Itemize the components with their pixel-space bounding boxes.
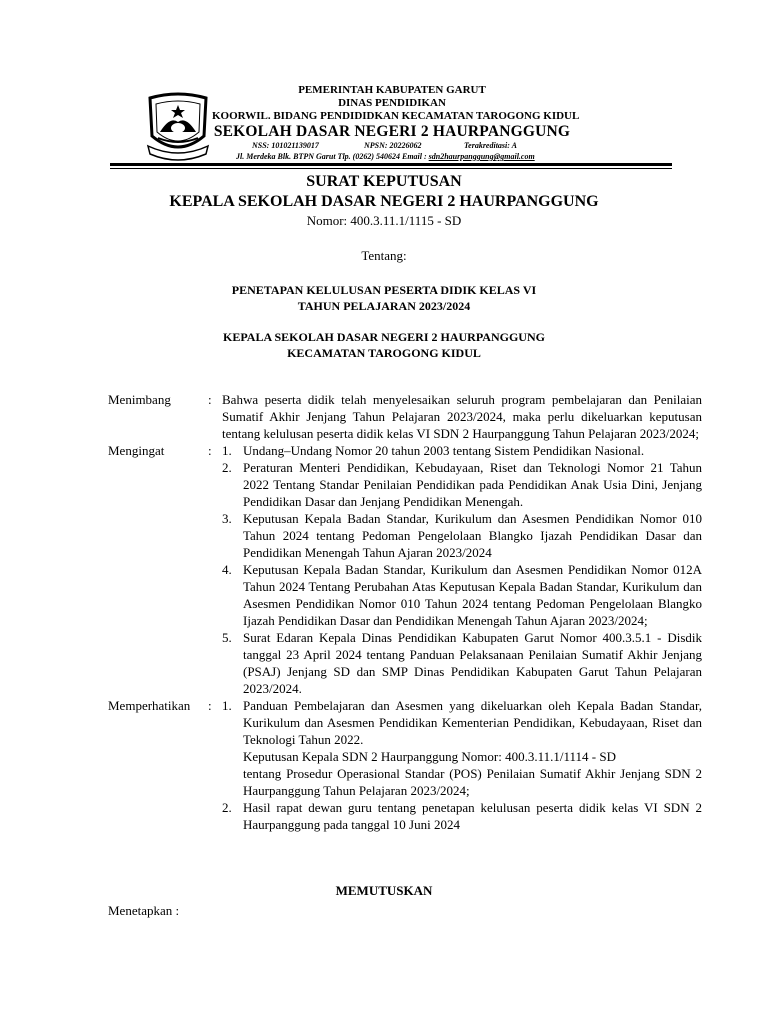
- school-name: SEKOLAH DASAR NEGERI 2 HAURPANGGUNG: [213, 123, 571, 140]
- garut-emblem-icon: [146, 88, 210, 162]
- doc-issuer: KEPALA SEKOLAH DASAR NEGERI 2 HAURPANGGUNG: [169, 193, 599, 210]
- tentang-label: Tentang:: [361, 248, 407, 263]
- issuer-heading: KEPALA SEKOLAH DASAR NEGERI 2 HAURPANGGUNG KECAMATAN TAROGONG KIDUL: [223, 330, 545, 360]
- menimbang-label: Menimbang: [108, 392, 171, 407]
- menetapkan-label: Menetapkan :: [108, 903, 180, 918]
- school-address: Jl. Merdeka Blk. BTPN Garut Tlp. (0262) 540624 Email : sdn2haurpanggung@gmail.com: [236, 152, 535, 161]
- memperhatikan-section: Memperhatikan : 1. Panduan Pembelajaran dan Asesmen yang dikeluarkan oleh Kepala Badan Standar, Kurikulum dan Asesmen Pendidikan Kementerian Pendidikan, Kebudayaan, Riset dan Teknologi Tahun 2022. Keputusan Kepala SDN 2 Haurpanggung Nomor: 400.3.11.1/1114 - SD tentang Prosedur Operasional Standar (POS) Penilaian Sumatif Akhir Jenjang SDN 2 Haurpanggung Tahun Pelajaran 2023/2024; 2. Hasil rapat dewan guru tentang penetapan kelulusan peserta didik kelas VI SDN 2 Haurpanggung pada tanggal 10 Juni 2024: [108, 698, 702, 832]
- topic-heading: PENETAPAN KELULUSAN PESERTA DIDIK KELAS VI TAHUN PELAJARAN 2023/2024: [231, 283, 537, 313]
- letterhead-rule-thin: [110, 168, 672, 169]
- letterhead-text: [212, 84, 580, 162]
- list-item: 1. Undang–Undang Nomor 20 tahun 2003 tentang Sistem Pendidikan Nasional.: [222, 443, 645, 458]
- nss: NSS: 101021139017: [252, 141, 319, 150]
- agency-name: DINAS PENDIDIKAN: [338, 97, 446, 109]
- coordinator-name: KOORWIL. BIDANG PENDIDIDKAN KECAMATAN TAROGONG KIDUL: [212, 110, 580, 122]
- menimbang-text: Bahwa peserta didik telah menyelesaikan seluruh program pembelajaran dan Penilaian Sumatif Akhir Jenjang Tahun Pelajaran 2023/2024, maka perlu dikeluarkan keputusan tentang kelulusan peserta didik kelas VI SDN 2 Haurpanggung Tahun Pelajaran 2023/2024;: [222, 392, 702, 441]
- memperhatikan-label: Memperhatikan: [108, 698, 191, 713]
- gov-name: PEMERINTAH KABUPATEN GARUT: [298, 84, 486, 96]
- memutuskan-heading: MEMUTUSKAN: [335, 883, 433, 898]
- list-item: 3. Keputusan Kepala Badan Standar, Kurikulum dan Asesmen Pendidikan Nomor 010 Tahun 2024 tentang Pedoman Pengelolaan Blangko Ijazah Pendidikan Dasar dan Pendidikan Menengah Tahun Ajaran 2023/2024: [222, 511, 702, 560]
- school-ids: [212, 140, 572, 151]
- reference-continuation: tentang Prosedur Operasional Standar (POS) Penilaian Sumatif Akhir Jenjang SDN 2 Haurpanggung Tahun Pelajaran 2023/2024;: [243, 766, 702, 798]
- mengingat-label: Mengingat: [108, 443, 165, 458]
- menimbang-section: Menimbang : Bahwa peserta didik telah menyelesaikan seluruh program pembelajaran dan Penilaian Sumatif Akhir Jenjang Tahun Pelajaran 2023/2024, maka perlu dikeluarkan keputusan tentang kelulusan peserta didik kelas VI SDN 2 Haurpanggung Tahun Pelajaran 2023/2024;: [108, 392, 702, 441]
- list-item: 2. Peraturan Menteri Pendidikan, Kebudayaan, Riset dan Teknologi Nomor 21 Tahun 2022 Tentang Standar Penilaian Pendidikan pada Pendidikan Anak Usia Dini, Jenjang Pendidikan Dasar dan Jenjang Pendidikan Menengah.: [222, 460, 702, 509]
- list-item: 5. Surat Edaran Kepala Dinas Pendidikan Kabupaten Garut Nomor 400.3.5.1 - Disdik tanggal 23 April 2024 tentang Panduan Pelaksanaan Penilaian Sumatif Akhir Jenjang (PSAJ) Jenjang SD dan SMP Dinas Pendidikan Kabupaten Garut Tahun Pelajaran 2023/2024.: [222, 630, 702, 696]
- reference-line: Keputusan Kepala SDN 2 Haurpanggung Nomor: 400.3.11.1/1114 - SD: [243, 749, 616, 764]
- doc-number: Nomor: 400.3.11.1/1115 - SD: [306, 213, 462, 228]
- decree-title: [0, 172, 768, 361]
- list-item: 2. Hasil rapat dewan guru tentang penetapan kelulusan peserta didik kelas VI SDN 2 Haurpanggung pada tanggal 10 Juni 2024: [222, 800, 702, 832]
- school-email[interactable]: sdn2haurpanggung@gmail.com: [428, 152, 535, 161]
- npsn: NPSN: 20226062: [364, 141, 422, 150]
- decree-body: [108, 391, 702, 833]
- doc-type: SURAT KEPUTUSAN: [306, 173, 462, 190]
- list-item: 1. Panduan Pembelajaran dan Asesmen yang dikeluarkan oleh Kepala Badan Standar, Kurikulum dan Asesmen Pendidikan Kementerian Pendidikan, Kebudayaan, Riset dan Teknologi Tahun 2022.: [222, 698, 702, 747]
- list-item: 4. Keputusan Kepala Badan Standar, Kurikulum dan Asesmen Pendidikan Nomor 012A Tahun 2024 Tentang Perubahan Atas Keputusan Kepala Badan Standar, Kurikulum dan Asesmen Pendidikan Nomor 010 Tahun 2024 tentang Pedoman Pengelolaan Blangko Ijazah Pendidikan Dasar dan Pendidikan Menengah Tahun Ajaran 2023/2024;: [222, 562, 702, 628]
- accreditation: Terakreditasi: A: [464, 141, 517, 150]
- mengingat-section: Mengingat : 1. Undang–Undang Nomor 20 tahun 2003 tentang Sistem Pendidikan Nasional. 2. Peraturan Menteri Pendidikan, Kebudayaan, Riset dan Teknologi Nomor 21 Tahun 2022 Tentang Standar Penilaian Pendidikan pada Pendidikan Anak Usia Dini, Jenjang Pendidikan Dasar dan Jenjang Pendidikan Menengah. 3. Keputusan Kepala Badan Standar, Kurikulum dan Asesmen Pendidikan Nomor 010 Tahun 2024 tentang Pedoman Pengelolaan Blangko Ijazah Pendidikan Dasar dan Pendidikan Menengah Tahun Ajaran 2023/2024 4. Keputusan Kepala Badan Standar, Kurikulum dan Asesmen Pendidikan Nomor 012A Tahun 2024 Tentang Perubahan Atas Keputusan Kepala Badan Standar, Kurikulum dan Asesmen Pendidikan Nomor 010 Tahun 2024 tentang Pedoman Pengelolaan Blangko Ijazah Pendidikan Dasar dan Pendidikan Menengah Tahun Ajaran 2023/2024; 5. Surat Edaran Kepala Dinas Pendidikan Kabupaten Garut Nomor 400.3.5.1 - Disdik tanggal 23 April 2024 tentang Panduan Pelaksanaan Penilaian Sumatif Akhir Jenjang (PSAJ) Jenjang SD dan SMP Dinas Pendidikan Kabupaten Garut Tahun Pelajaran 2023/2024.: [108, 443, 702, 696]
- letterhead-rule-thick: [110, 163, 672, 166]
